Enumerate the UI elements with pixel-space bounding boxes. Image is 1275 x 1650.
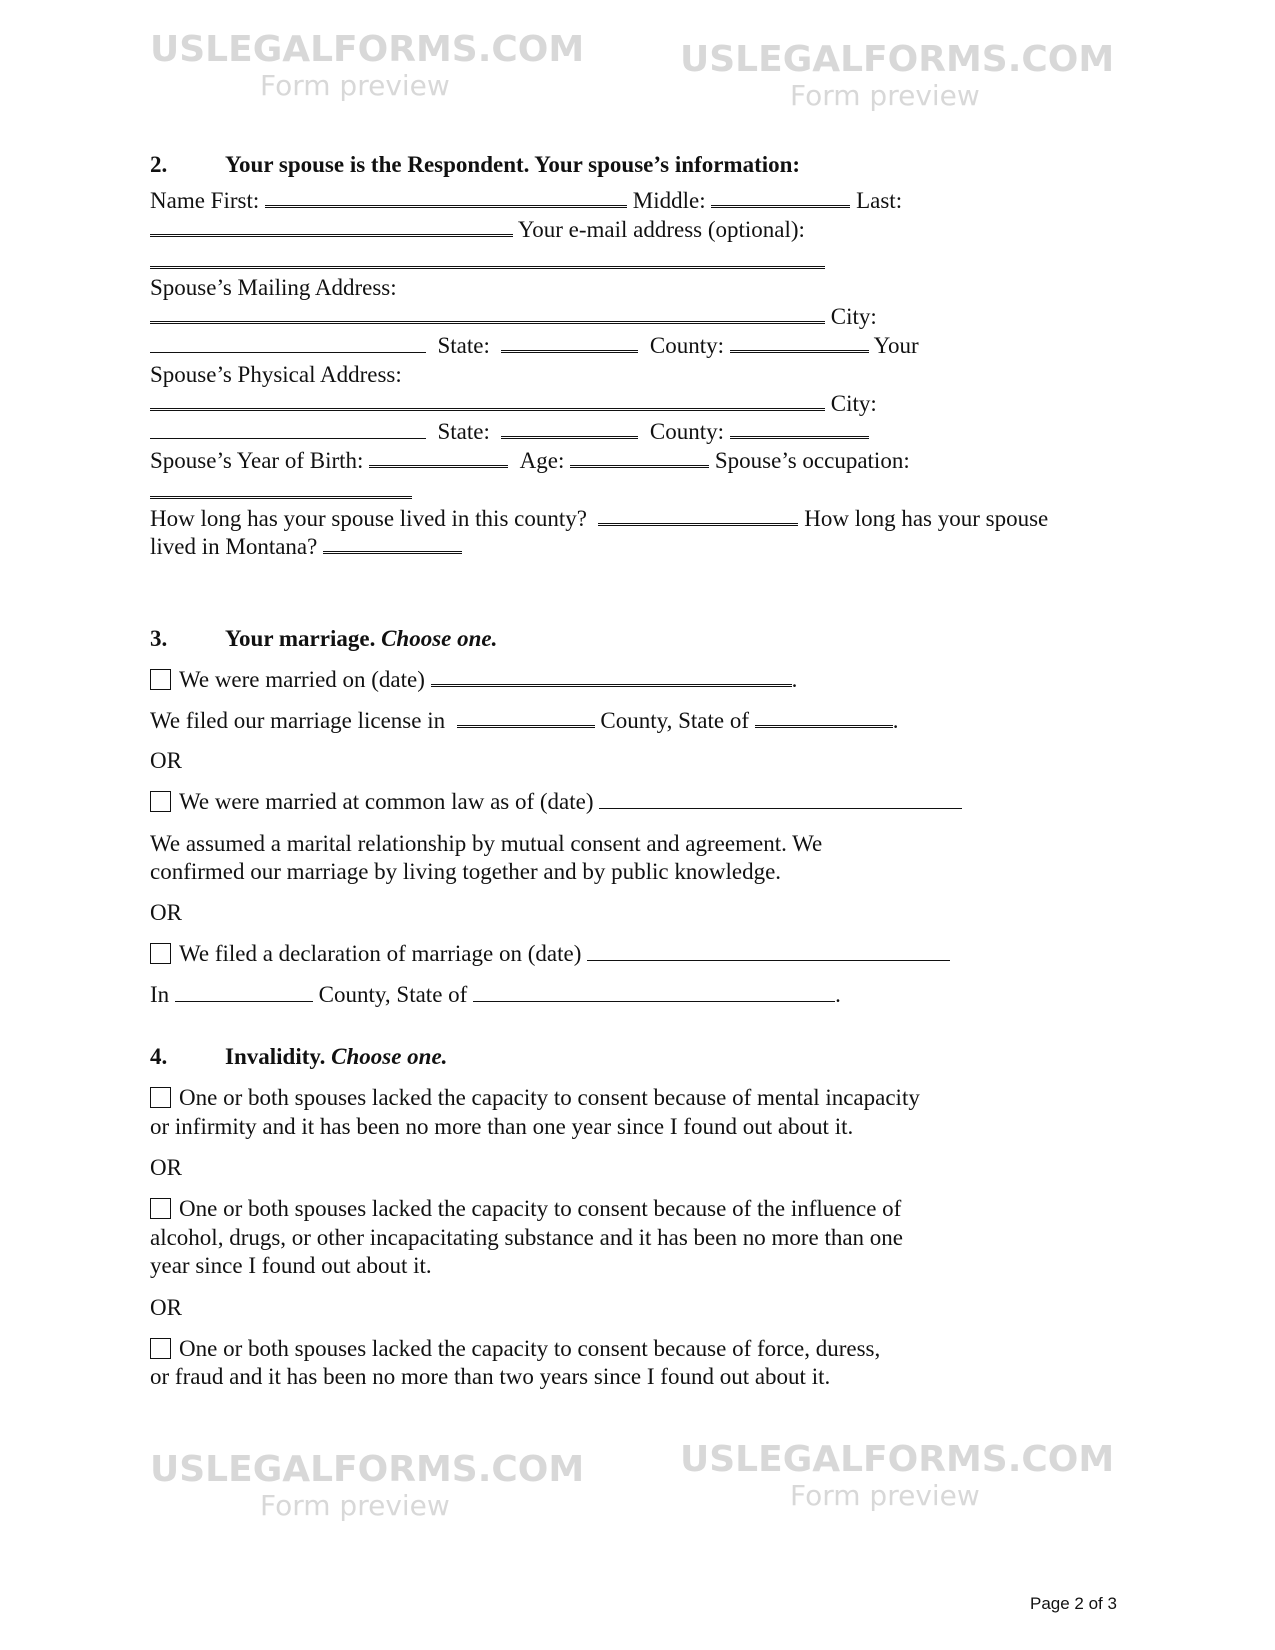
option-text: or fraud and it has been no more than two years since I found out about it.	[150, 1364, 831, 1389]
label: County, State of	[600, 708, 749, 733]
section-4-heading	[150, 1043, 447, 1071]
label: How long has your spouse lived in this county?	[150, 506, 587, 531]
mental-incapacity-checkbox[interactable]	[150, 1087, 171, 1108]
section-3-heading	[150, 625, 497, 653]
assumed-text: We assumed a marital relationship by mutual consent and agreement. We	[150, 831, 823, 856]
label: Last:	[856, 188, 903, 213]
watermark	[150, 30, 584, 102]
email-line-row	[150, 248, 825, 273]
mailing-state-field[interactable]	[501, 332, 638, 353]
or-text: OR	[150, 1295, 182, 1320]
substance-checkbox[interactable]	[150, 1198, 171, 1219]
label: Spouse’s Year of Birth:	[150, 448, 364, 473]
montana-row	[150, 533, 462, 561]
label: Your e-mail address (optional):	[517, 217, 805, 242]
watermark-brand: USLEGALFORMS.COM	[680, 1439, 1115, 1480]
common-law-date-field[interactable]	[599, 788, 962, 809]
first-name-field[interactable]	[265, 187, 627, 208]
declaration-state-field[interactable]	[473, 981, 835, 1002]
license-county-field[interactable]	[457, 707, 595, 728]
label: State:	[437, 419, 490, 444]
section-title: Your marriage.	[225, 626, 376, 651]
page-number: Page 2 of 3	[1030, 1594, 1117, 1613]
label: In	[150, 982, 170, 1007]
physical-city-field[interactable]	[150, 418, 426, 439]
section-2-heading	[150, 151, 800, 179]
section-title: Invalidity.	[225, 1044, 326, 1069]
marriage-date-field[interactable]	[431, 666, 792, 687]
name-row	[150, 187, 902, 215]
label: We were married on (date)	[179, 667, 425, 692]
common-law-checkbox[interactable]	[150, 791, 171, 812]
or-text: OR	[150, 900, 182, 925]
middle-name-field[interactable]	[711, 187, 850, 208]
watermark-brand: USLEGALFORMS.COM	[150, 29, 585, 70]
label: One or both spouses lacked the capacity to consent because of force, duress,	[179, 1336, 881, 1361]
option-text: alcohol, drugs, or other incapacitating substance and it has been no more than one	[150, 1225, 904, 1250]
mailing-city-row	[150, 332, 919, 360]
married-on-checkbox[interactable]	[150, 669, 171, 690]
label: We filed a declaration of marriage on (date)	[179, 941, 582, 966]
or-text: OR	[150, 748, 182, 773]
mailing-row	[150, 303, 877, 331]
watermark-sub: Form preview	[790, 79, 980, 112]
physical-state-field[interactable]	[501, 418, 638, 439]
declaration-row	[150, 940, 950, 968]
option-text: year since I found out about it.	[150, 1253, 432, 1278]
montana-duration-field[interactable]	[323, 533, 462, 554]
physical-label: Spouse’s Physical Address:	[150, 362, 402, 387]
mailing-label: Spouse’s Mailing Address:	[150, 275, 397, 300]
last-name-field[interactable]	[150, 216, 513, 237]
occupation-field[interactable]	[150, 478, 412, 499]
common-law-row	[150, 788, 962, 816]
license-state-field[interactable]	[755, 707, 893, 728]
declaration-location-row: In County, State of .	[150, 982, 841, 1007]
instruction: Choose one.	[381, 626, 498, 651]
or-text: OR	[150, 1155, 182, 1180]
invalidity-option-1	[150, 1084, 920, 1112]
label: County:	[649, 419, 725, 444]
label: City:	[830, 391, 877, 416]
watermark-sub: Form preview	[260, 1489, 450, 1522]
age-field[interactable]	[570, 447, 709, 468]
label: We filed our marriage license in	[150, 708, 446, 733]
invalidity-option-2	[150, 1195, 901, 1223]
invalidity-option-3	[150, 1335, 880, 1363]
watermark	[150, 1450, 584, 1522]
option-text: or infirmity and it has been no more than one year since I found out about it.	[150, 1114, 854, 1139]
county-duration-row	[150, 505, 1048, 533]
watermark-brand: USLEGALFORMS.COM	[680, 39, 1115, 80]
declaration-checkbox[interactable]	[150, 943, 171, 964]
confirmed-text: confirmed our marriage by living together and by public knowledge.	[150, 859, 782, 884]
watermark	[680, 40, 1114, 112]
section-title: Your spouse is the Respondent. Your spouse’s information:	[225, 152, 801, 177]
label: Age:	[519, 448, 565, 473]
label: Middle:	[632, 188, 706, 213]
label: One or both spouses lacked the capacity to consent because of mental incapacity	[179, 1085, 920, 1110]
label: Spouse’s occupation:	[714, 448, 910, 473]
label: County, State of	[318, 982, 468, 1007]
watermark-brand: USLEGALFORMS.COM	[150, 1449, 585, 1490]
label: State:	[437, 333, 490, 358]
county-duration-field[interactable]	[598, 505, 798, 526]
physical-row	[150, 390, 877, 418]
year-of-birth-field[interactable]	[369, 447, 508, 468]
mailing-county-field[interactable]	[730, 332, 869, 353]
physical-city-row	[150, 418, 869, 446]
email-field[interactable]	[150, 248, 825, 269]
birth-row	[150, 447, 910, 475]
watermark-sub: Form preview	[260, 69, 450, 102]
instruction: Choose one.	[331, 1044, 448, 1069]
watermark	[680, 1440, 1114, 1512]
license-row: We filed our marriage license in County, State of .	[150, 708, 899, 733]
label: We were married at common law as of (date)	[179, 789, 594, 814]
declaration-date-field[interactable]	[587, 940, 950, 961]
label: lived in Montana?	[150, 534, 318, 559]
occupation-row	[150, 478, 412, 503]
label: One or both spouses lacked the capacity to consent because of the influence of	[179, 1196, 902, 1221]
declaration-county-field[interactable]	[175, 981, 313, 1002]
label: Name First:	[150, 188, 260, 213]
section-number: 3.	[150, 626, 168, 651]
mailing-city-field[interactable]	[150, 332, 426, 353]
section-number: 2.	[150, 152, 168, 177]
email-row	[150, 216, 805, 244]
married-on-row: We were married on (date) .	[150, 666, 797, 694]
force-duress-checkbox[interactable]	[150, 1338, 171, 1359]
label: How long has your spouse	[804, 506, 1049, 531]
label: Your	[873, 333, 919, 358]
watermark-sub: Form preview	[790, 1479, 980, 1512]
mailing-address-field[interactable]	[150, 303, 825, 324]
physical-county-field[interactable]	[730, 418, 869, 439]
physical-address-field[interactable]	[150, 390, 825, 411]
label: County:	[649, 333, 725, 358]
section-number: 4.	[150, 1044, 168, 1069]
label: City:	[830, 304, 877, 329]
